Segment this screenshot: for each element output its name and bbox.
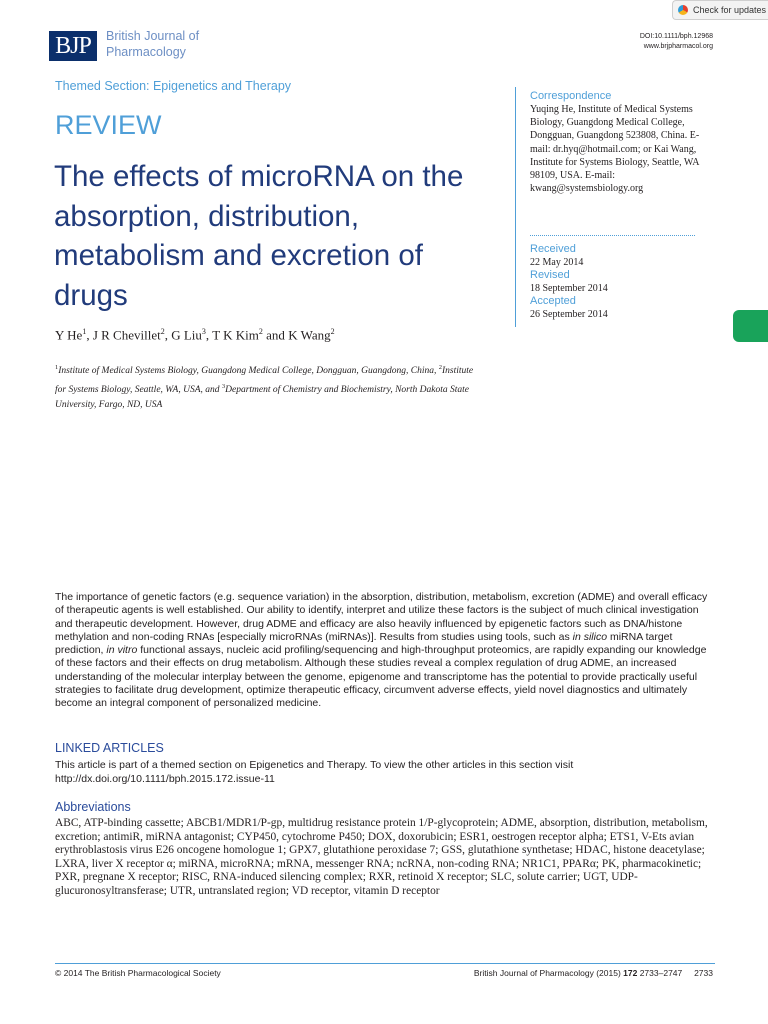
themed-section-label: Themed Section: Epigenetics and Therapy — [55, 79, 292, 93]
journal-logo: BJP — [49, 31, 97, 61]
author-separator: and — [262, 327, 289, 343]
correspondence-block — [530, 90, 710, 195]
author-affiliation-mark: 3 — [201, 327, 206, 336]
check-for-updates-label: Check for updates — [693, 5, 767, 15]
affiliation-text: Institute for Systems Biology, Seattle, WA, USA, and — [55, 366, 474, 396]
correspondence-text: Yuqing He, Institute of Medical Systems Biology, Guangdong Medical College, Dongguan, Guangdong 523808, China. E-mail: dr.hyq@hotmail.com; or Kai Wang, Institute for Systems Biology, Seattle, WA 98109, USA. E-mail: kwang@systemsbiology.org — [530, 104, 700, 195]
journal-name-line1: British Journal of — [106, 29, 200, 43]
journal-name — [106, 28, 266, 60]
author-affiliation-mark: 1 — [82, 327, 87, 336]
affiliation-mark: 3 — [221, 383, 226, 391]
author-separator: , — [86, 327, 93, 343]
revised-heading: Revised — [530, 269, 570, 282]
doi-block — [640, 32, 713, 51]
accepted-heading: Accepted — [530, 295, 576, 308]
author-name: T K Kim — [212, 327, 259, 343]
abstract — [55, 591, 715, 711]
affiliation-mark: 1 — [55, 364, 59, 371]
author-name: Y He — [55, 327, 83, 343]
website-link[interactable]: www.brjpharmacol.org — [643, 42, 713, 50]
footer-citation — [474, 968, 713, 978]
abstract-text: miRNA target prediction, — [55, 630, 673, 657]
abstract-text: The importance of genetic factors (e.g. sequence variation) in the absorption, distribution, metabolism, excretion (ADME) and overall efficacy of therapeutic agents is well established. Our ability to identify, interpret and utilize these factors is the subject of much clinical investigation and therapeutic development. However, drug ADME and efficacy are also heavily influenced by epigenetic factors such as DNA/histone methylation and non-coding RNAs [especially microRNAs (miRNAs)]. Results from studies using tools, such as — [55, 591, 708, 643]
abstract-italic: in silico — [572, 630, 608, 643]
abbreviations-text: ABC, ATP-binding cassette; ABCB1/MDR1/P-gp, multidrug resistance protein 1/P-glycoprotein; ADME, absorption, distribution, metabolism, excretion; antimiR, miRNA antagonist; CYP450, cytochrome P450; DOX, doxorubicin; ESR1, oestrogen receptor alpha; ETS1, V-Ets avian erythroblastosis virus E26 oncogene homologue 1; GPX7, glutathione peroxidase 7; GSS, glutathione synthetase; HDAC, histone deacetylase; LXRA, liver X receptor α; miRNA, microRNA; mRNA, messenger RNA; ncRNA, non-coding RNA; NR1C1, PPARα; PK, pharmacokinetic; PXR, pregnane X receptor; RISC, RNA-induced silencing complex; RXR, retinoid X receptor; SLC, solute carrier; UGT, UDP-glucuronosyltransferase; UTR, untranslated region; VD receptor, vitamin D receptor — [55, 817, 708, 897]
revised-date: 18 September 2014 — [530, 283, 608, 295]
sidebar-divider — [515, 87, 516, 327]
footer-journal: British Journal of Pharmacology (2015) — [473, 968, 624, 978]
author-separator: , — [205, 327, 213, 343]
footer-volume: 172 — [623, 968, 638, 978]
journal-name-line2: Pharmacology — [106, 45, 186, 59]
abbreviations-heading: Abbreviations — [55, 800, 131, 814]
sidebar-dotted-divider — [530, 235, 695, 236]
author-affiliation-mark: 2 — [160, 327, 165, 336]
page-number: 2733 — [694, 968, 713, 978]
abstract-italic: in vitro — [106, 644, 138, 657]
abstract-text: functional assays, nucleic acid profiling/sequencing and high-throughput proteomics, are rapidly expanding our knowledge of these factors and their effects on drug metabolism. Although these studies reveal a complex regulation of drug ADME, an increased understanding of the molecular interplay between the genome, epigenome and transcriptome has the potential to provide practically useful strategies to facilitate drug development, optimize therapeutic efficacy, circumvent adverse effects, yield novel diagnostics and ultimately become an integral component of personalized medicine. — [55, 644, 707, 710]
footer-divider — [55, 963, 715, 964]
affiliation-text: Institute of Medical Systems Biology, Guangdong Medical College, Dongguan, Guangdong, China, — [58, 366, 439, 377]
author-name: K Wang — [288, 327, 331, 343]
doi: DOI:10.1111/bph.12968 — [639, 33, 713, 40]
section-tab — [733, 310, 768, 342]
affiliations — [55, 360, 485, 413]
linked-articles-text: This article is part of a themed section on Epigenetics and Therapy. To view the other articles in this section visit http://dx.doi.org/10.1111/bph.2015.172.issue-11 — [55, 759, 574, 785]
received-date: 22 May 2014 — [530, 257, 584, 268]
correspondence-heading: Correspondence — [530, 90, 612, 102]
check-for-updates-button[interactable] — [672, 0, 768, 20]
affiliation-text: Department of Chemistry and Biochemistry, North Dakota State University, Fargo, ND, USA — [55, 385, 469, 411]
author-list — [55, 327, 335, 343]
author-name: J R Chevillet — [92, 327, 161, 343]
accepted-date: 26 September 2014 — [530, 309, 608, 321]
author-affiliation-mark: 2 — [258, 327, 263, 336]
footer-copyright: © 2014 The British Pharmacological Society — [55, 968, 221, 978]
crossmark-icon — [678, 5, 688, 15]
linked-articles-heading: LINKED ARTICLES — [55, 741, 164, 755]
author-affiliation-mark: 2 — [330, 327, 335, 336]
author-name: G Liu — [171, 327, 202, 343]
article-title: The effects of microRNA on the absorption, distribution, metabolism and excretion of drugs — [54, 160, 464, 312]
dates-block — [530, 243, 710, 322]
affiliation-mark: 2 — [438, 364, 442, 371]
author-separator: , — [164, 327, 172, 343]
received-heading: Received — [530, 243, 576, 255]
footer-pages: 2733–2747 — [637, 968, 683, 978]
article-type: REVIEW — [55, 110, 162, 140]
